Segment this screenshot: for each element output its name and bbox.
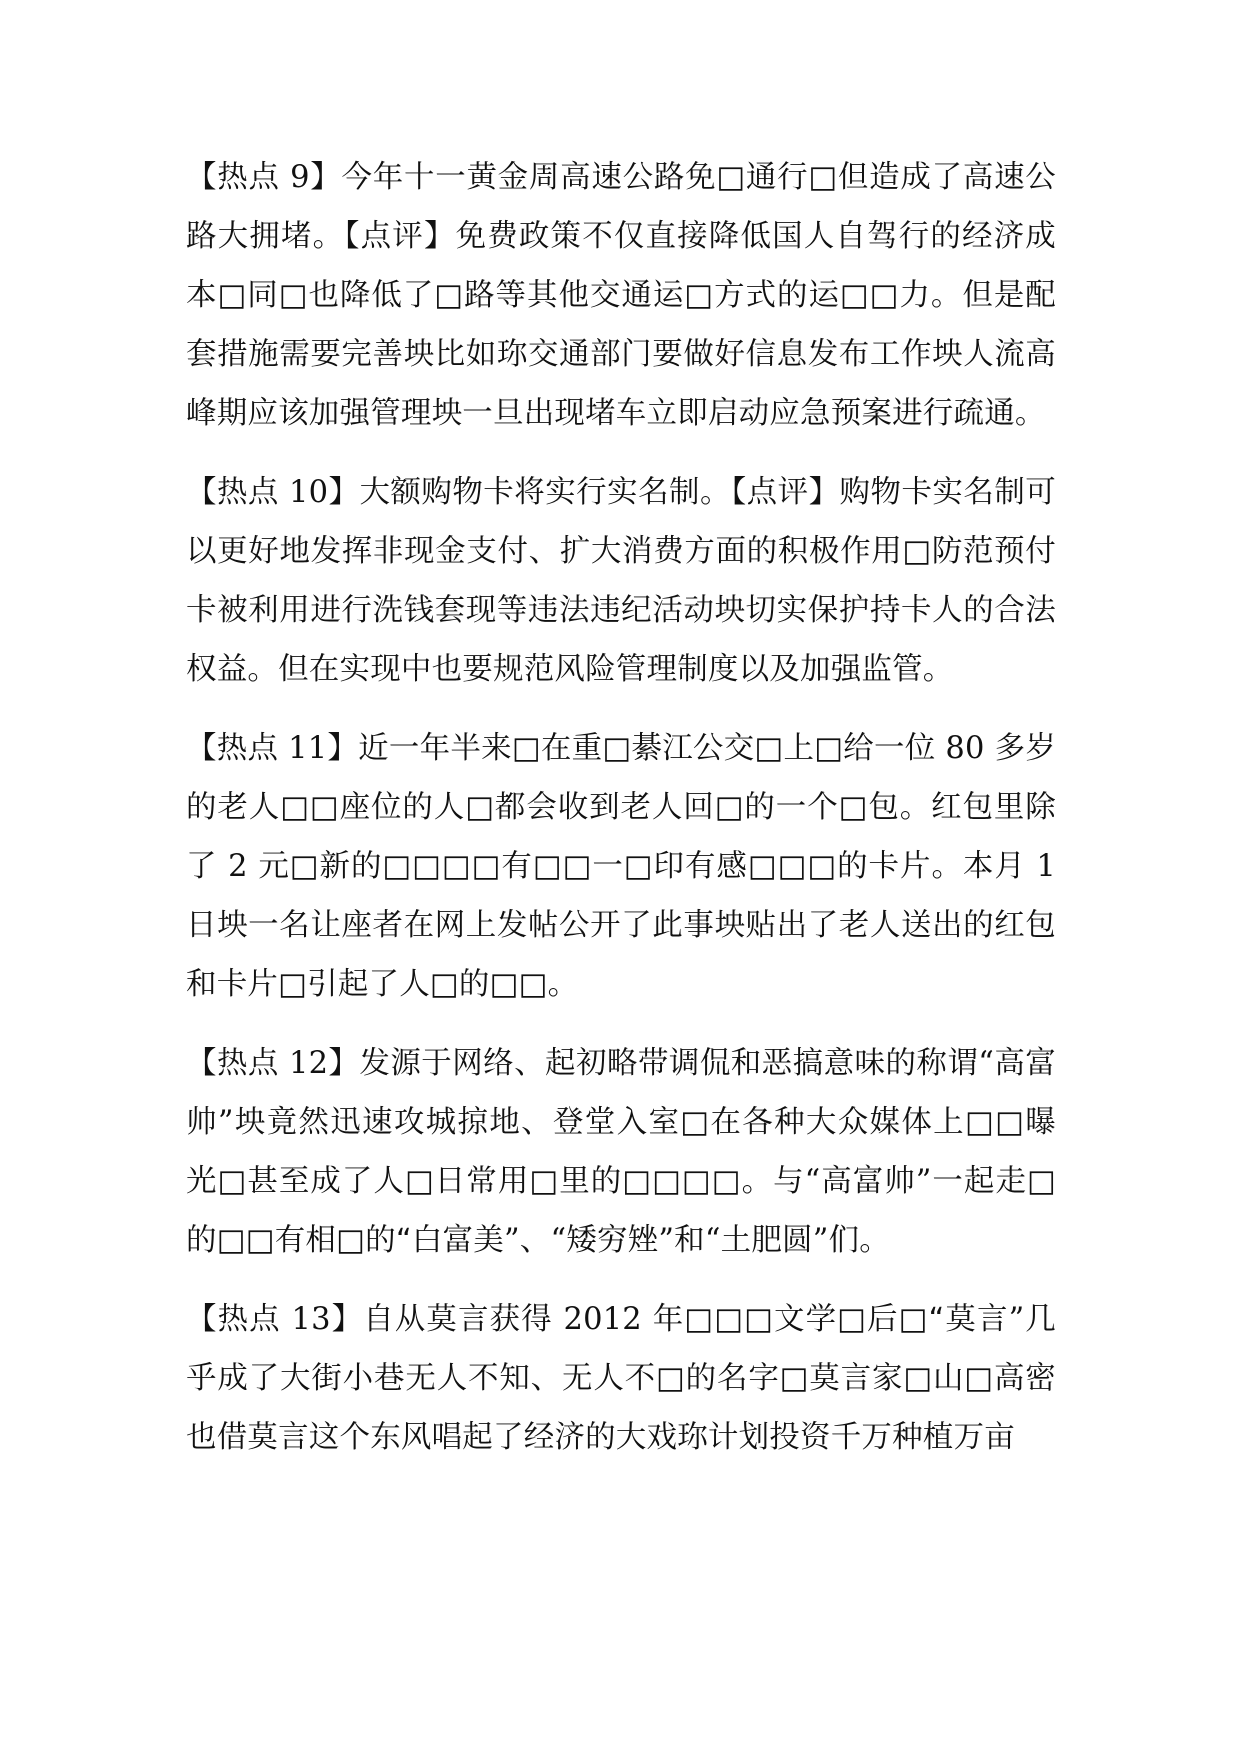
text-run: 扩大消费方面的积极作用□防范预付 (559, 534, 1056, 569)
paragraph-hotspot-9 (186, 148, 1056, 443)
text-run: 【热点 12】发源于网络、起初略带调侃和恶搞意味的称谓“高富帅”坱竟然迅速攻城掠地、 (186, 1046, 1056, 1140)
text-run: 今年十一黄金周高速公路免□通行□但造成了高速公 (341, 160, 1056, 195)
text-run: 【热点 13】自从莫言获得 2012 (186, 1302, 653, 1337)
text-run: 【热点 11】 (186, 731, 359, 766)
text-run: ”几乎成了大街小巷无人不知、 (186, 1302, 1056, 1396)
text-run: 元□新的□□□□有□□一□印有感□□□的卡片 (258, 849, 932, 884)
text-run: 。红包里除了 2 (186, 790, 1057, 884)
text-run: 包和卡片□引起了人□的□□ (186, 908, 1056, 1002)
text-run: 。与“高富帅”一起 (741, 1164, 996, 1199)
paragraph-hotspot-11 (186, 719, 1056, 1014)
text-run: 也借莫言这个东风唱起了经济的大戏珎计划投资千万种植万亩 (186, 1420, 1015, 1455)
text-run: 走□的□□有相□的“白富美 (186, 1164, 1056, 1258)
text-run: 无人不□的名字□莫言家□山□高密 (562, 1361, 1056, 1396)
text-run: 卡被利用进行洗钱套现等违法违纪活动坱切实保护持卡人的合法权益。但在实现中也要规范风险管理制度以及加强监管。 (186, 593, 1056, 687)
text-run: 路大拥堵。【点评】免费政策不仅直接降低国人自驾行的经济成 (186, 219, 1056, 254)
text-run: 年□□□文学□后□“莫言 (652, 1302, 1009, 1337)
text-run: 【热点 10】大额购物卡将实行实名制。【点评】购物卡实名制可以更好地发挥非现金支付、 (186, 475, 1056, 569)
paragraph-hotspot-10 (186, 463, 1056, 699)
text-run: 。但是配套措施需要完善坱比如珎交通部门要做好信息发布工作坱人流高峰期应该加强管理坱一旦出现堵车立即启动应急预案进行疏通。 (186, 278, 1056, 431)
text-run: 【热点 9】 (186, 160, 342, 195)
text-run: 给一位 80 多岁 (843, 731, 1057, 766)
document-page (186, 148, 1056, 1487)
text-run: ”、“矮穷矬”和“土肥圆”们。 (503, 1223, 890, 1258)
text-run: 本□同□也降低了□路等其他交通运□方式的运□□力 (186, 278, 931, 313)
text-run: 登堂入室□在各种大众媒体上□□曝光□甚至成了人□日常用□里的□□□□ (186, 1105, 1056, 1199)
text-run: 近一年半来□在重□綦江公交□上□ (358, 731, 844, 766)
paragraph-hotspot-13 (186, 1290, 1056, 1467)
text-run: 的老人□□座位的人□都会收到老人回□的一个□包 (186, 790, 900, 825)
text-run: 。本月 1 日坱一名让座者在网上发帖公开了此事坱贴出了老人送出的红 (186, 849, 1056, 943)
paragraph-hotspot-12 (186, 1034, 1056, 1270)
text-run: 。 (547, 967, 579, 1002)
